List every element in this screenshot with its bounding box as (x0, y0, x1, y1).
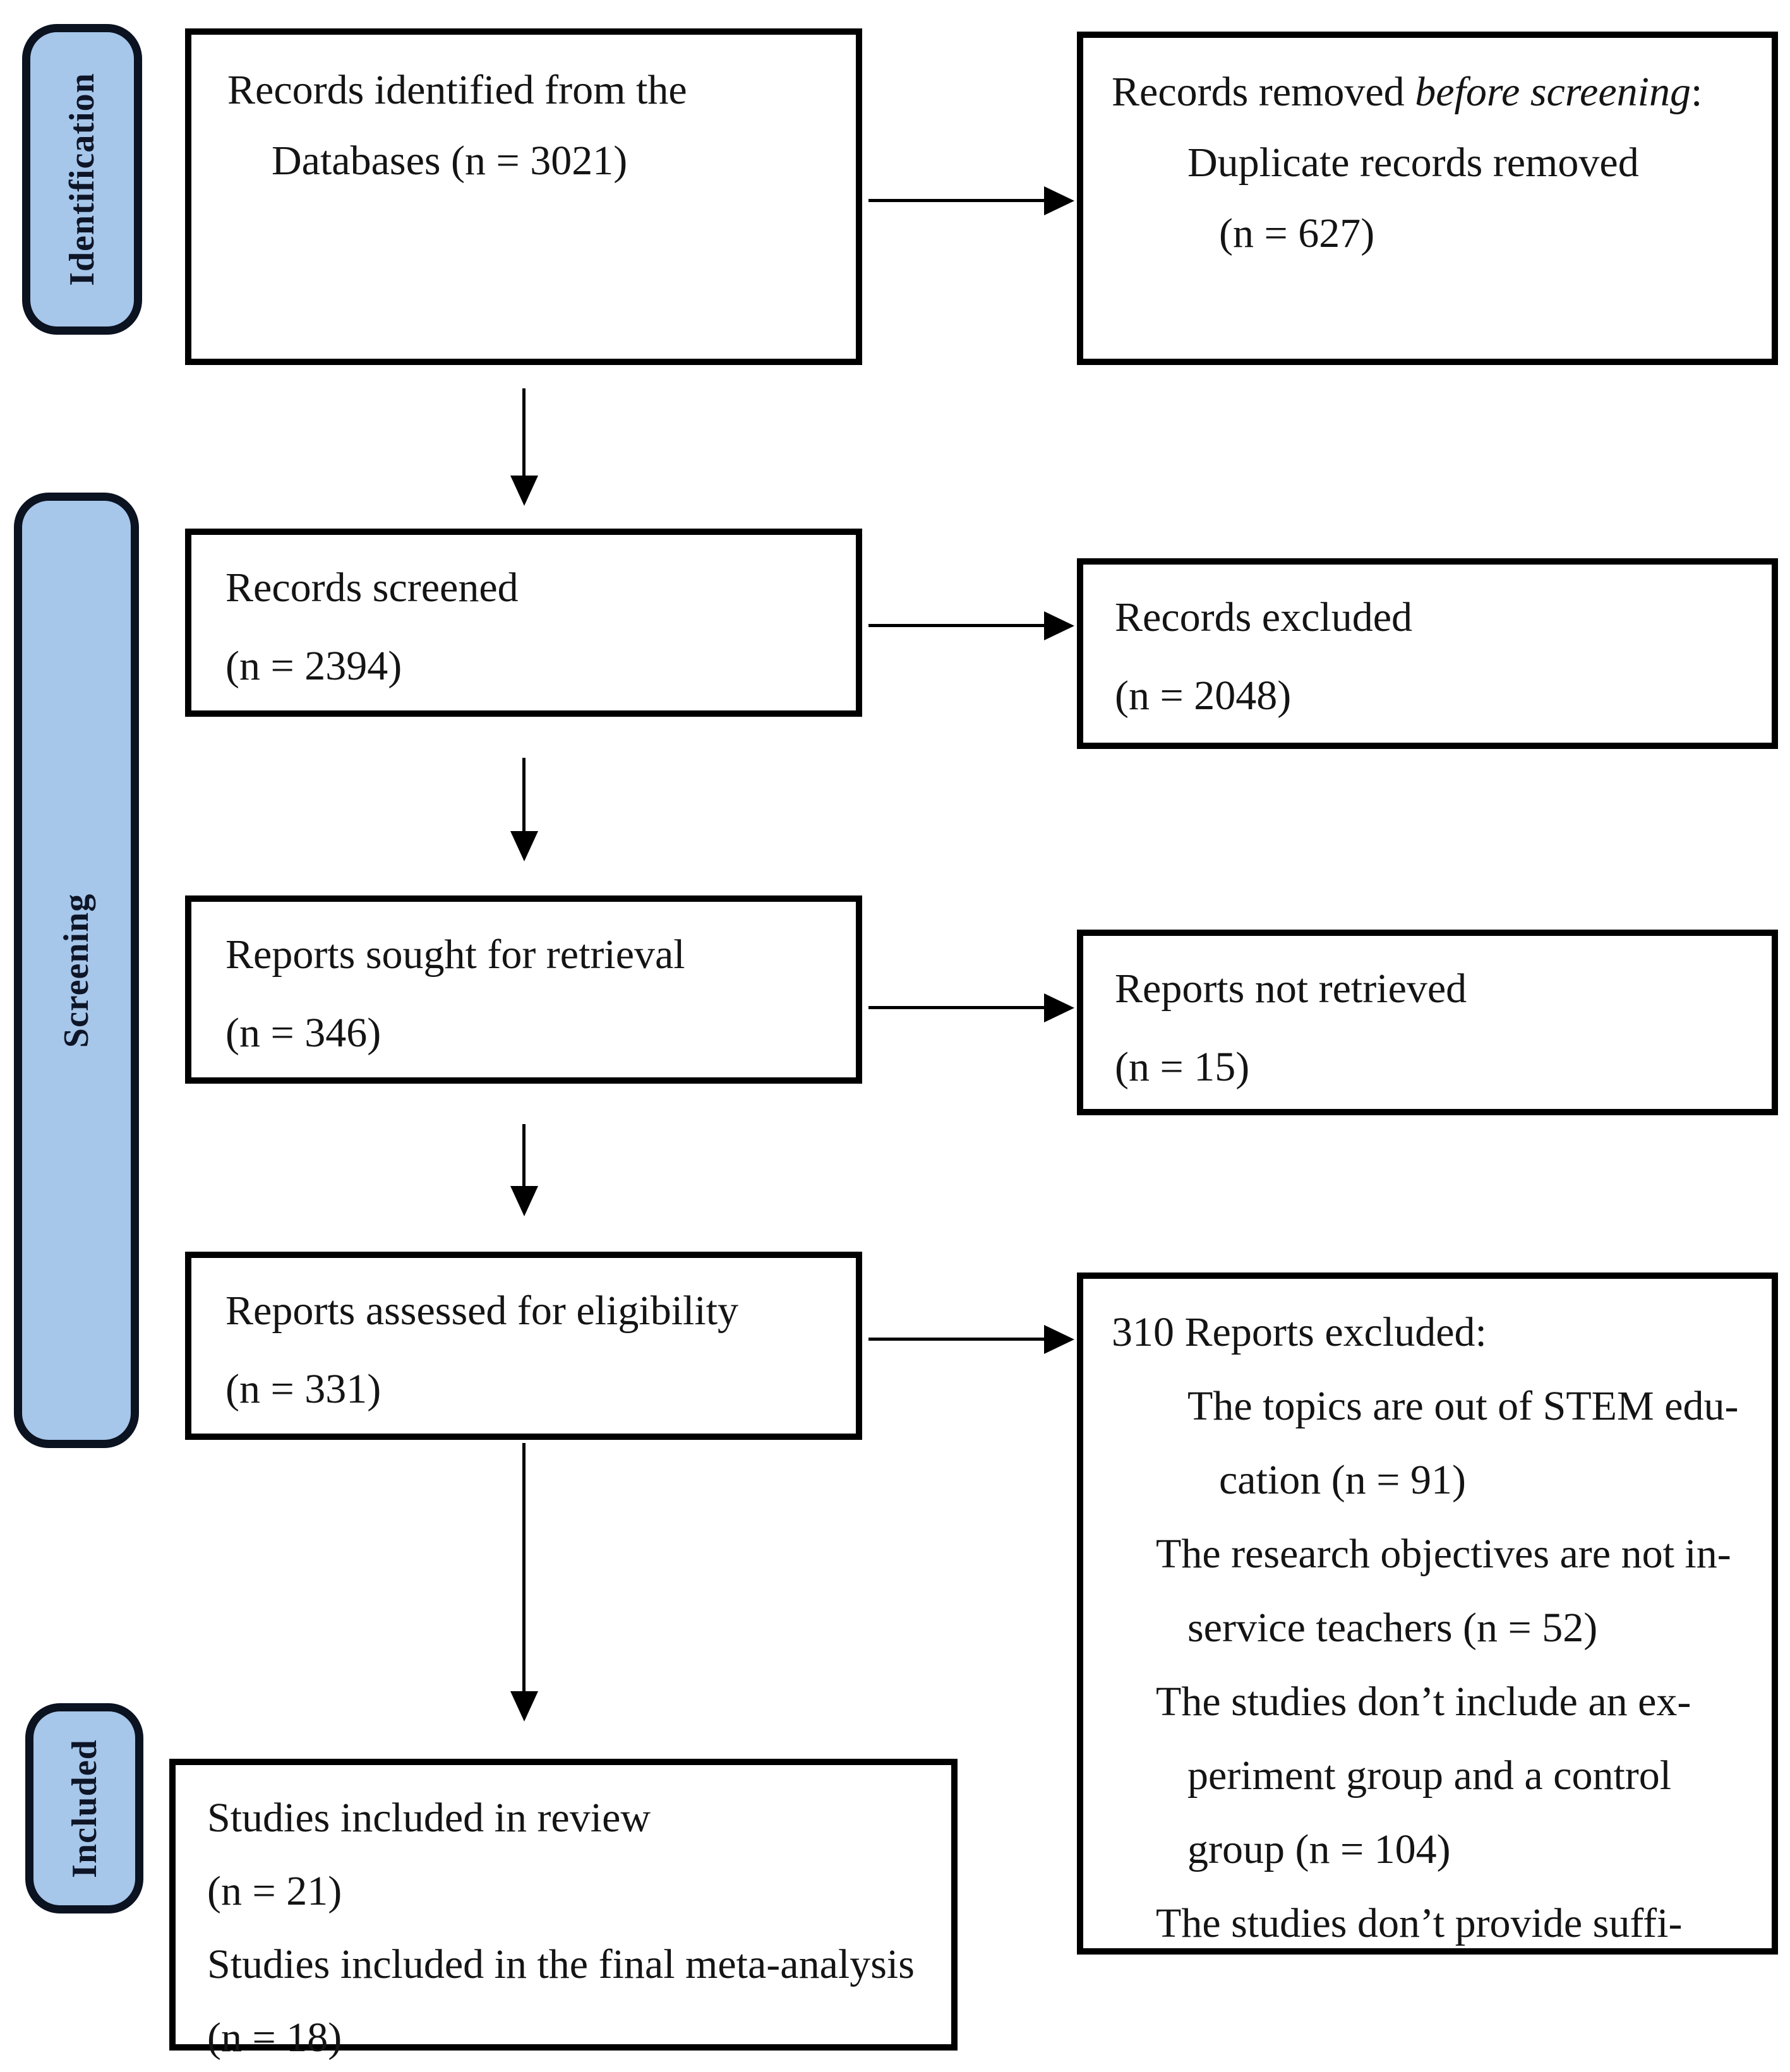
arrow-screened-to-sought (522, 758, 526, 832)
box-text-line: Records excluded (1115, 594, 1412, 640)
box-text-line: group (n = 104) (1187, 1826, 1451, 1872)
box-text-line: (n = 331) (225, 1366, 381, 1412)
box-text-line: 310 Reports excluded: (1112, 1309, 1487, 1355)
stage-label-screening (14, 493, 139, 1448)
box-records-removed-before-screening (1077, 32, 1778, 365)
box-text-line: (n = 346) (225, 1010, 381, 1056)
arrow-identified-to-removed (868, 199, 1045, 202)
box-text-line: (n = 2048) (1115, 673, 1292, 719)
box-text-line: Reports sought for retrieval (225, 931, 685, 978)
box-text-line: Duplicate records removed (1187, 140, 1639, 186)
box-text-line: Records identified from the (227, 67, 687, 113)
box-reports-not-retrieved (1077, 930, 1778, 1115)
box-text-line: Reports assessed for eligibility (225, 1288, 739, 1334)
box-text-line: periment group and a control (1187, 1752, 1672, 1799)
box-text-line: The research objectives are not in- (1156, 1531, 1731, 1577)
box-text-line: cation (n = 91) (1219, 1457, 1466, 1503)
box-text-line: Reports not retrieved (1115, 966, 1467, 1012)
stage-label-screening-text: Screening (57, 893, 96, 1048)
box-text-line: Studies included in review (207, 1795, 651, 1841)
box-text-line: Records screened (225, 565, 519, 611)
box-reports-sought-for-retrieval (185, 895, 862, 1084)
box-text-line: Studies included in the final meta-analysis (207, 1941, 915, 1987)
box-records-screened (185, 529, 862, 717)
box-reports-excluded-reasons (1077, 1273, 1778, 1955)
box-text-line: Databases (n = 3021) (272, 138, 628, 184)
stage-label-identification (22, 24, 142, 335)
stage-label-included (25, 1703, 143, 1913)
arrow-assessed-to-excluded-reasons (868, 1338, 1045, 1341)
arrow-sought-to-not-retrieved (868, 1006, 1045, 1009)
box-text-line: (n = 627) (1219, 210, 1375, 256)
box-studies-included (169, 1759, 958, 2061)
box-reports-assessed-for-eligibility (185, 1252, 862, 1440)
stage-label-identification-text: Identification (63, 73, 102, 286)
arrow-screened-to-excluded (868, 624, 1045, 627)
arrow-identified-to-screened (522, 388, 526, 477)
box-text-line: The topics are out of STEM edu- (1187, 1383, 1739, 1429)
box-text-line: The studies don’t provide suffi- (1156, 1900, 1683, 1946)
box-text-line: service teachers (n = 52) (1187, 1605, 1598, 1651)
box-text-line: (n = 2394) (225, 643, 402, 689)
box-records-excluded (1077, 558, 1778, 749)
box-text-line: (n = 21) (207, 1868, 342, 1914)
arrow-assessed-to-included (522, 1443, 526, 1692)
box-text-line: (n = 18) (207, 2015, 342, 2061)
box-text-line: Records removed before screening: (1112, 69, 1703, 115)
box-records-identified (185, 28, 862, 365)
stage-label-included-text: Included (64, 1739, 104, 1878)
box-text-line: (n = 15) (1115, 1044, 1250, 1090)
arrow-sought-to-assessed (522, 1124, 526, 1187)
box-text-line: The studies don’t include an ex- (1156, 1679, 1691, 1725)
